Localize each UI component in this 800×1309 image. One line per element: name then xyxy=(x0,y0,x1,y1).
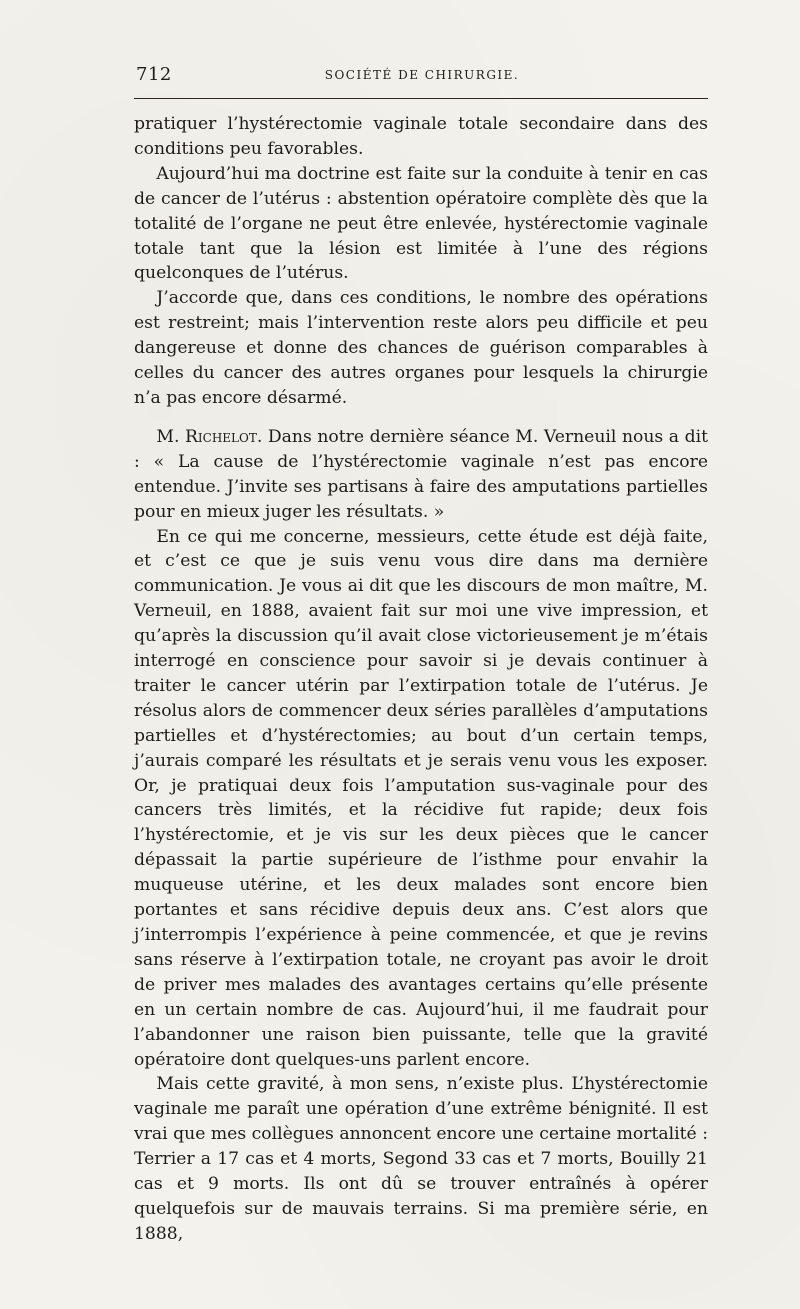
speaker-text: Dans notre dernière séance M. Verneuil nous a dit : « La cause de l’hystérectomie vaginale n’est pas encore entendue. J’invite ses partisans à faire des amputations partielles pour en mieux juger les résultats. » xyxy=(134,426,708,522)
speaker-prefix: M. xyxy=(156,426,185,447)
paragraph-speaker-richelot xyxy=(134,425,708,525)
paragraph-concession: J’accorde que, dans ces conditions, le nombre des opérations est restreint; mais l’intervention reste alors peu difficile et peu dangereuse et donne des chances de guérison comparables à celles du cancer des autres organes pour lesquels la chirurgie n’a pas encore désarmé. xyxy=(134,288,708,408)
running-head xyxy=(134,64,710,88)
page-number: 712 xyxy=(136,64,172,85)
paragraph-doctrine: Aujourd’hui ma doctrine est faite sur la conduite à tenir en cas de cancer de l’utérus : abstention opératoire complète dès que la totalité de l’organe ne peut être enlevée, hystérectomie vaginale totale tant que la lésion est limitée à l’une des régions quelconques de l’utérus. xyxy=(134,163,708,284)
body-text xyxy=(134,112,708,1247)
paragraph-experience: En ce qui me concerne, messieurs, cette étude est déjà faite, et c’est ce que je suis venu vous dire dans ma dernière communication. Je vous ai dit que les discours de mon maître, M. Verneuil, en 1888, avaient fait sur moi une vive impression, et qu’après la discussion qu’il avait close victorieusement je m’étais interrogé en conscience pour savoir si je devais continuer à traiter le cancer utérin par l’extirpation totale de l’utérus. Je résolus alors de commencer deux séries parallèles d’amputations partielles et d’hystérectomies; au bout d’un certain temps, j’aurais comparé les résultats et je serais venu vous les exposer. Or, je pratiquai deux fois l’amputation sus-vaginale pour des cancers très limités, et la récidive fut rapide; deux fois l’hystérectomie, et je vis sur les deux pièces que le cancer dépassait la partie supérieure de l’isthme pour envahir la muqueuse utérine, et les deux malades sont encore bien portantes et sans récidive depuis deux ans. C’est alors que j’interrompis l’expérience à peine commencée, et que je revins sans réserve à l’extirpation totale, ne croyant pas avoir le droit de priver mes malades des avantages certains qu’elle présente en un certain nombre de cas. Aujourd’hui, il me faudrait pour l’abandonner une raison bien puissante, telle que la gravité opératoire dont quelques-uns parlent encore. xyxy=(134,526,708,1070)
running-title: SOCIÉTÉ DE CHIRURGIE. xyxy=(324,68,520,82)
paragraph-continued: pratiquer l’hystérectomie vaginale totale secondaire dans des conditions peu favorables. xyxy=(134,114,708,159)
speaker-name: Richelot. xyxy=(184,426,263,447)
header-rule xyxy=(134,98,708,99)
paragraph-gravity: Mais cette gravité, à mon sens, n’existe plus. L’hystérectomie vaginale me paraît une opération d’une extrême bénignité. Il est vrai que mes collègues annoncent encore une certaine mortalité : Terrier a 17 cas et 4 morts, Segond 33 cas et 7 morts, Bouilly 21 cas et 9 morts. Ils ont dû se trouver entraînés à opérer quelquefois sur de mauvais terrains. Si ma première série, en 1888, xyxy=(134,1074,708,1244)
